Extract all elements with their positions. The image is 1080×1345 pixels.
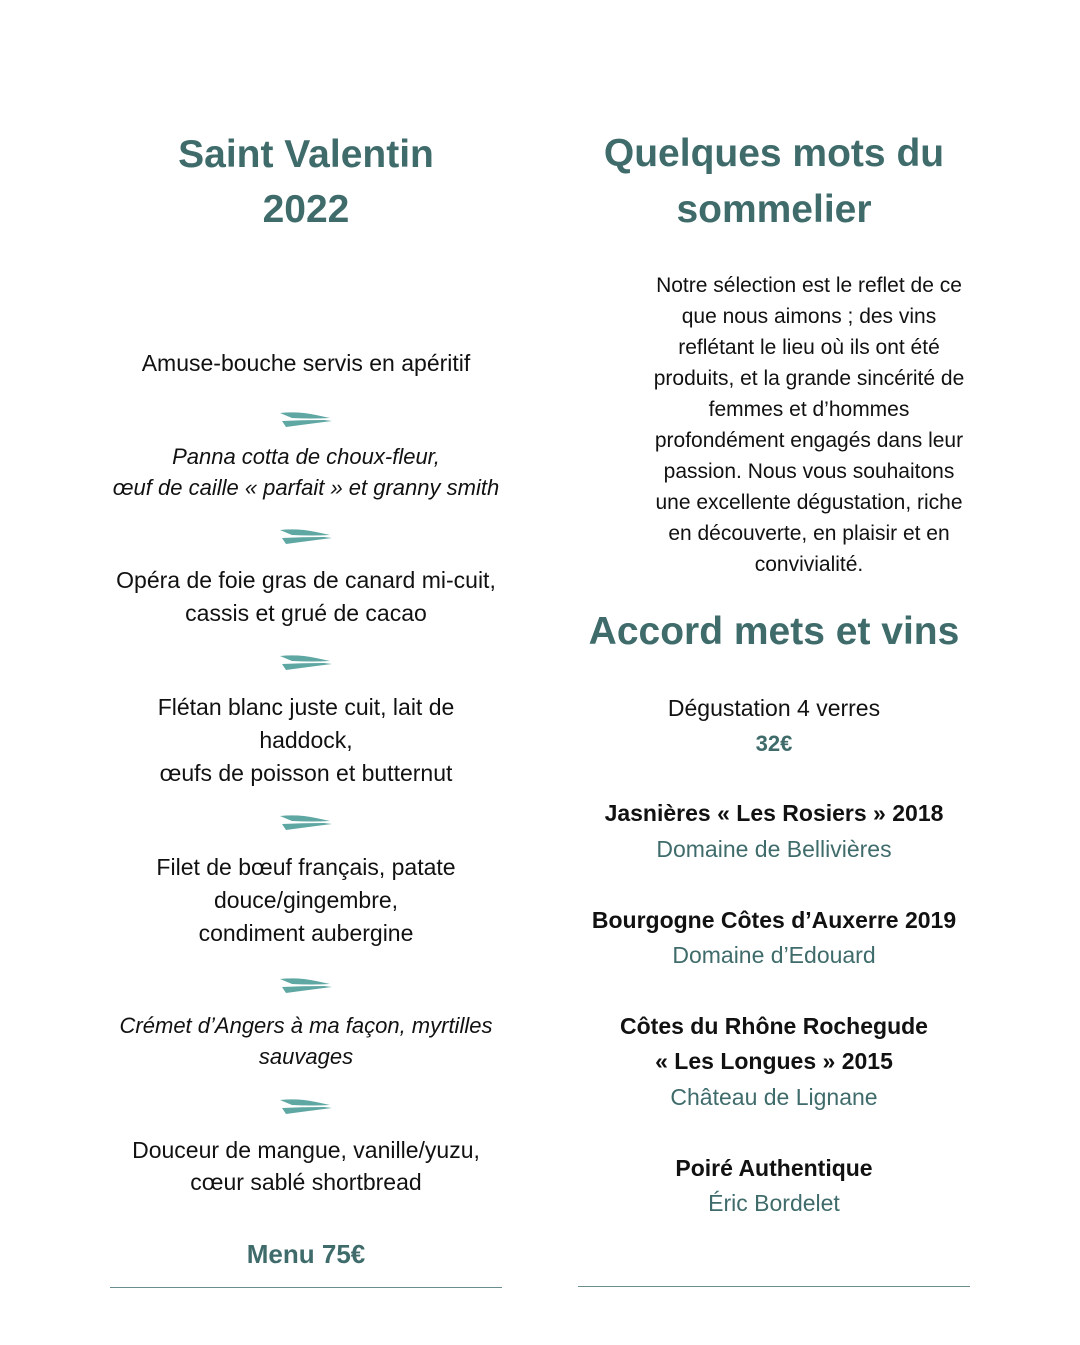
course-line: haddock, <box>259 727 353 753</box>
paragraph-line: profondément engagés dans leur <box>654 429 964 452</box>
paragraph-line: que nous aimons ; des vins <box>681 305 937 328</box>
paragraph-line: une excellente dégustation, riche <box>655 491 963 514</box>
course-line: Panna cotta de choux-fleur, <box>172 444 440 469</box>
tasting-price: 32€ <box>755 731 793 756</box>
paragraph-line: reflétant le lieu où ils ont été <box>678 336 940 359</box>
fish-ornament-icon <box>278 1096 334 1118</box>
wine-producer: Éric Bordelet <box>708 1190 840 1216</box>
menu-title-line1: Saint Valentin <box>178 133 434 176</box>
fish-ornament-icon <box>278 975 334 997</box>
course-line: œufs de poisson et butternut <box>159 760 453 786</box>
tasting-label: Dégustation 4 verres <box>667 695 881 721</box>
course-line: condiment aubergine <box>198 920 414 946</box>
wine-producer: Château de Lignane <box>670 1084 878 1110</box>
course-line: Douceur de mangue, vanille/yuzu, <box>132 1137 480 1163</box>
course-line: cœur sablé shortbread <box>190 1169 422 1195</box>
course-line: Amuse-bouche servis en apéritif <box>141 350 471 376</box>
menu-price: Menu 75€ <box>246 1239 366 1269</box>
fish-ornament-icon <box>278 812 334 834</box>
menu-column <box>96 0 516 1345</box>
course-line: sauvages <box>258 1044 354 1069</box>
menu-title-line2: 2022 <box>262 188 350 231</box>
paragraph-line: passion. Nous vous souhaitons <box>663 460 955 483</box>
course-line: Opéra de foie gras de canard mi-cuit, <box>116 567 496 593</box>
divider <box>110 1287 502 1288</box>
wine-producer: Domaine de Bellivières <box>656 836 892 862</box>
wine-name: Bourgogne Côtes d’Auxerre 2019 <box>591 907 957 933</box>
fish-ornament-icon <box>278 526 334 548</box>
wine-name: « Les Longues » 2015 <box>655 1048 893 1074</box>
sommelier-column <box>572 0 976 1345</box>
paragraph-line: en découverte, en plaisir et en <box>668 522 950 545</box>
wine-name: Côtes du Rhône Rochegude <box>620 1013 928 1039</box>
wine-name: Poiré Authentique <box>675 1155 873 1181</box>
paragraph-line: convivialité. <box>754 553 864 576</box>
sommelier-paragraph <box>624 270 994 580</box>
fish-ornament-icon <box>278 409 334 431</box>
wine-name: Jasnières « Les Rosiers » 2018 <box>604 800 944 826</box>
fish-ornament-icon <box>278 652 334 674</box>
paragraph-line: Notre sélection est le reflet de ce <box>656 274 962 297</box>
paragraph-line: produits, et la grande sincérité de <box>653 367 965 390</box>
pairing-title: Accord mets et vins <box>588 610 960 653</box>
course-line: Flétan blanc juste cuit, lait de <box>157 694 455 720</box>
course-line: œuf de caille « parfait » et granny smith <box>112 475 500 500</box>
course-line: Filet de bœuf français, patate <box>156 854 456 880</box>
sommelier-title-line2: sommelier <box>676 188 872 231</box>
course-line: Crémet d’Angers à ma façon, myrtilles <box>119 1013 493 1038</box>
sommelier-title-line1: Quelques mots du <box>603 132 945 175</box>
divider <box>578 1286 970 1287</box>
wine-producer: Domaine d’Edouard <box>672 942 876 968</box>
course-line: cassis et grué de cacao <box>185 600 427 626</box>
course-line: douce/gingembre, <box>213 887 399 913</box>
paragraph-line: femmes et d’hommes <box>708 398 910 421</box>
